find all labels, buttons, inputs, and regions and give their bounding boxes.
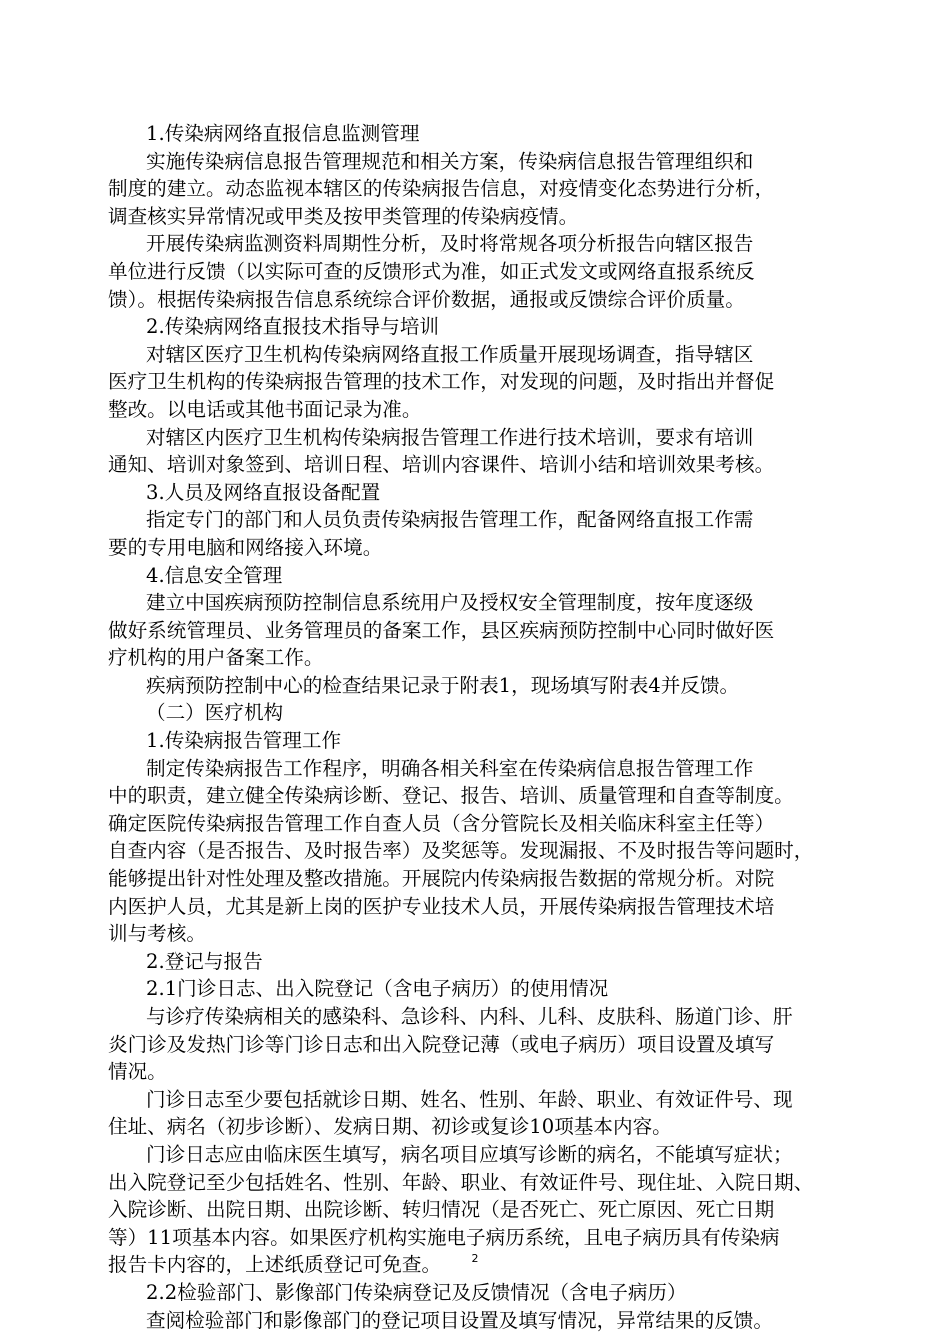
text-line: 单位进行反馈（以实际可查的反馈形式为准，如正式发文或网络直报系统反 bbox=[108, 259, 755, 283]
text-line: 能够提出针对性处理及整改措施。开展院内传染病报告数据的常规分析。对院 bbox=[108, 867, 775, 891]
text-line: 入院诊断、出院日期、出院诊断、转归情况（是否死亡、死亡原因、死亡日期 bbox=[108, 1198, 775, 1222]
text-line: 1.传染病网络直报信息监测管理 bbox=[146, 122, 420, 145]
text-line: 等）11项基本内容。如果医疗机构实施电子病历系统，且电子病历具有传染病 bbox=[108, 1225, 780, 1249]
text-line: 对辖区医疗卫生机构传染病网络直报工作质量开展现场调查，指导辖区 bbox=[146, 342, 754, 366]
text-line: 制度的建立。动态监视本辖区的传染病报告信息，对疫情变化态势进行分析， bbox=[108, 177, 775, 201]
text-line: 整改。以电话或其他书面记录为准。 bbox=[108, 397, 422, 421]
text-line: 中的职责，建立健全传染病诊断、登记、报告、培训、质量管理和自查等制度。 bbox=[108, 784, 794, 808]
text-line: 疾病预防控制中心的检查结果记录于附表1，现场填写附表4并反馈。 bbox=[146, 673, 740, 697]
text-line: 建立中国疾病预防控制信息系统用户及授权安全管理制度，按年度逐级 bbox=[146, 591, 754, 615]
text-line: 疗机构的用户备案工作。 bbox=[108, 646, 324, 670]
text-line: 查阅检验部门和影像部门的登记项目设置及填写情况，异常结果的反馈。 bbox=[146, 1308, 773, 1332]
text-line: 要的专用电脑和网络接入环境。 bbox=[108, 535, 383, 559]
text-line: 训与考核。 bbox=[108, 922, 206, 946]
text-line: 2.1门诊日志、出入院登记（含电子病历）的使用情况 bbox=[146, 977, 609, 1001]
text-line: 报告卡内容的，上述纸质登记可免查。 bbox=[108, 1253, 442, 1277]
text-line: 医疗卫生机构的传染病报告管理的技术工作，对发现的问题，及时指出并督促 bbox=[108, 370, 775, 394]
text-line: 调查核实异常情况或甲类及按甲类管理的传染病疫情。 bbox=[108, 204, 579, 228]
text-line: 确定医院传染病报告管理工作自查人员（含分管院长及相关临床科室主任等） bbox=[108, 811, 775, 835]
text-line: 实施传染病信息报告管理规范和相关方案，传染病信息报告管理组织和 bbox=[146, 149, 754, 173]
text-line: 制定传染病报告工作程序，明确各相关科室在传染病信息报告管理工作 bbox=[146, 756, 754, 780]
text-line: 通知、培训对象签到、培训日程、培训内容课件、培训小结和培训效果考核。 bbox=[108, 453, 775, 477]
text-line: 门诊日志应由临床医生填写，病名项目应填写诊断的病名，不能填写症状； bbox=[146, 1142, 793, 1166]
text-line: 1.传染病报告管理工作 bbox=[146, 729, 342, 753]
text-line: 开展传染病监测资料周期性分析，及时将常规各项分析报告向辖区报告 bbox=[146, 232, 754, 256]
text-line: 3.人员及网络直报设备配置 bbox=[146, 480, 381, 504]
text-line: 门诊日志至少要包括就诊日期、姓名、性别、年龄、职业、有效证件号、现 bbox=[146, 1087, 793, 1111]
text-line: 4.信息安全管理 bbox=[146, 563, 283, 587]
text-line: 自查内容（是否报告、及时报告率）及奖惩等。发现漏报、不及时报告等问题时， bbox=[108, 839, 814, 863]
text-line: 炎门诊及发热门诊等门诊日志和出入院登记薄（或电子病历）项目设置及填写 bbox=[108, 1032, 775, 1056]
text-line: 馈）。根据传染病报告信息系统综合评价数据，通报或反馈综合评价质量。 bbox=[108, 287, 745, 311]
document-body bbox=[108, 120, 850, 1334]
text-line: 出入院登记至少包括姓名、性别、年龄、职业、有效证件号、现住址、入院日期、 bbox=[108, 1170, 814, 1194]
text-line: 情况。 bbox=[108, 1060, 167, 1084]
text-line: 2.2检验部门、影像部门传染病登记及反馈情况（含电子病历） bbox=[146, 1280, 687, 1304]
text-line: 住址、病名（初步诊断）、发病日期、初诊或复诊10项基本内容。 bbox=[108, 1115, 672, 1139]
text-line: 对辖区内医疗卫生机构传染病报告管理工作进行技术培训，要求有培训 bbox=[146, 425, 754, 449]
page-number: 2 bbox=[471, 1252, 479, 1265]
text-line: 做好系统管理员、业务管理员的备案工作，县区疾病预防控制中心同时做好医 bbox=[108, 618, 775, 642]
text-line: 与诊疗传染病相关的感染科、急诊科、内科、儿科、皮肤科、肠道门诊、肝 bbox=[146, 1005, 793, 1028]
text-line: 2.登记与报告 bbox=[146, 949, 263, 973]
text-line: 2.传染病网络直报技术指导与培训 bbox=[146, 315, 440, 339]
text-line: 内医护人员，尤其是新上岗的医护专业技术人员，开展传染病报告管理技术培 bbox=[108, 894, 775, 918]
text-line: （二）医疗机构 bbox=[146, 701, 284, 725]
text-line: 指定专门的部门和人员负责传染病报告管理工作，配备网络直报工作需 bbox=[146, 508, 754, 532]
